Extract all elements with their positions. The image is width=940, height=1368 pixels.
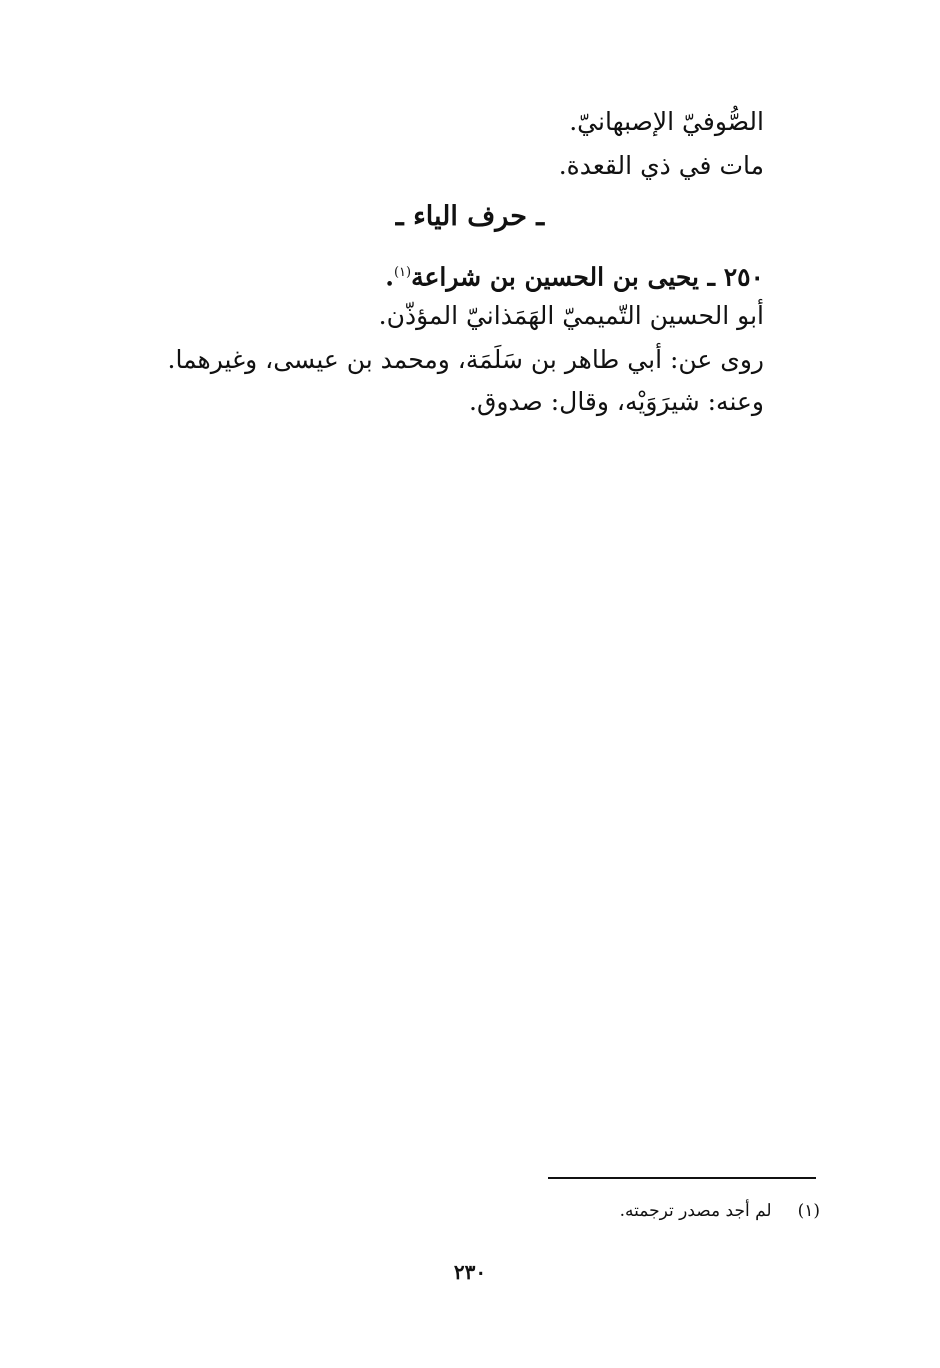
entry-narrated-from-line: روى عن: أبي طاهر بن سَلَمَة، ومحمد بن عيسى، وغيرهما. [167, 345, 764, 374]
entry-title-end: . [385, 262, 394, 292]
text-line-2: مات في ذي القعدة. [558, 151, 764, 180]
entry-title [385, 253, 764, 297]
footnote [620, 1196, 820, 1226]
page-number: ٢٣٠ [453, 1260, 487, 1284]
entry-kunya-line: أبو الحسين التّميميّ الهَمَذانيّ المؤذّن. [378, 301, 764, 330]
footnote-reference[interactable]: (١) [393, 265, 412, 280]
entry-narrators-line: وعنه: شيرَوَيْه، وقال: صدوق. [469, 387, 764, 416]
entry-title-text: ٢٥٠ ـ يحيى بن الحسين بن شراعة [411, 262, 764, 292]
footnote-separator [548, 1177, 816, 1179]
section-heading: ـ حرف الياء ـ [395, 201, 545, 232]
footnote-marker: (١) [797, 1201, 820, 1221]
text-line-1: الصُّوفيّ الإصبهانيّ. [569, 107, 764, 136]
footnote-text: لم أجد مصدر ترجمته. [619, 1201, 772, 1221]
